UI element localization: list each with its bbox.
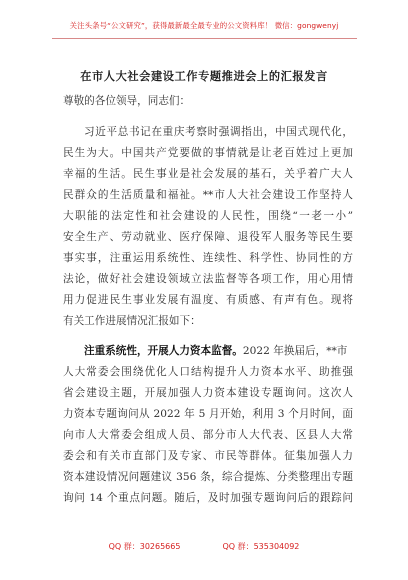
paragraph-1-line: 有关工作进展情况汇报如下：	[63, 315, 201, 327]
paragraph-2-line: 力资本专题询问从 2022 年 5 月开始，利用 3 个月时间，面	[63, 408, 353, 420]
paragraph-2-line: 询问 14 个重点问题。随后，及时加强专题询问后的跟踪问	[63, 492, 353, 504]
paragraph-1-line: 法论，做好社会建设领域立法监督等各项工作，用心用情	[63, 273, 353, 285]
paragraph-1-line: 用力促进民生事业发展有温度、有质感、有声有色。现将	[63, 294, 353, 306]
paragraph-1-line: 幸福的生活。民生事业是社会发展的基石，关乎着广大人	[63, 168, 353, 180]
paragraph-1-line: 民群众的生活质量和福祉。**市人大社会建设工作坚持人	[63, 189, 353, 201]
paragraph-1-line: 安全生产、劳动就业、医疗保障、退役军人服务等民生要	[63, 231, 353, 243]
salutation: 尊敬的各位领导，同志们：	[63, 95, 191, 107]
document-title: 在市人大社会建设工作专题推进会上的汇报发言	[80, 70, 328, 83]
header-promo-note: 关注头条号“公文研究”，获得最新最全最专业的公文资料库！ 微信：gongwenyj	[69, 21, 339, 30]
footer-qq-group-2: QQ 群：535304092	[222, 542, 300, 551]
paragraph-2-line: 省会建设主题，开展加强人力资本建设专题询问。这次人	[63, 387, 353, 399]
header-divider	[52, 38, 357, 39]
footer-qq-group-1: QQ 群：30265665	[108, 542, 181, 551]
paragraph-2-lead-rest: 2022 年换届后，**市	[242, 345, 348, 357]
section-heading: 注重系统性，开展人力资本监督。	[84, 345, 243, 357]
paragraph-1-line: 事实事，注重运用系统性、连续性、科学性、协同性的方	[63, 252, 353, 264]
paragraph-2-line: 人大常委会围绕优化人口结构提升人力资本水平、助推强	[63, 366, 353, 378]
paragraph-2-line: 向市人大常委会组成人员、部分市人大代表、区县人大常	[63, 429, 353, 441]
paragraph-1-line: 民生为大。中国共产党要做的事情就是让老百姓过上更加	[63, 147, 353, 159]
paragraph-2-first-line	[84, 344, 353, 358]
paragraph-2-line: 资本建设情况问题建议 356 条，综合提炼、分类整理出专题	[63, 471, 353, 483]
paragraph-1-line: 习近平总书记在重庆考察时强调指出，中国式现代化，	[84, 126, 353, 138]
footer-contact	[0, 541, 408, 552]
paragraph-2-line: 委会和有关市直部门及专家、市民等群体。征集加强人力	[63, 450, 353, 462]
paragraph-1-line: 大职能的法定性和社会建设的人民性，围绕“一老一小”	[63, 210, 353, 222]
